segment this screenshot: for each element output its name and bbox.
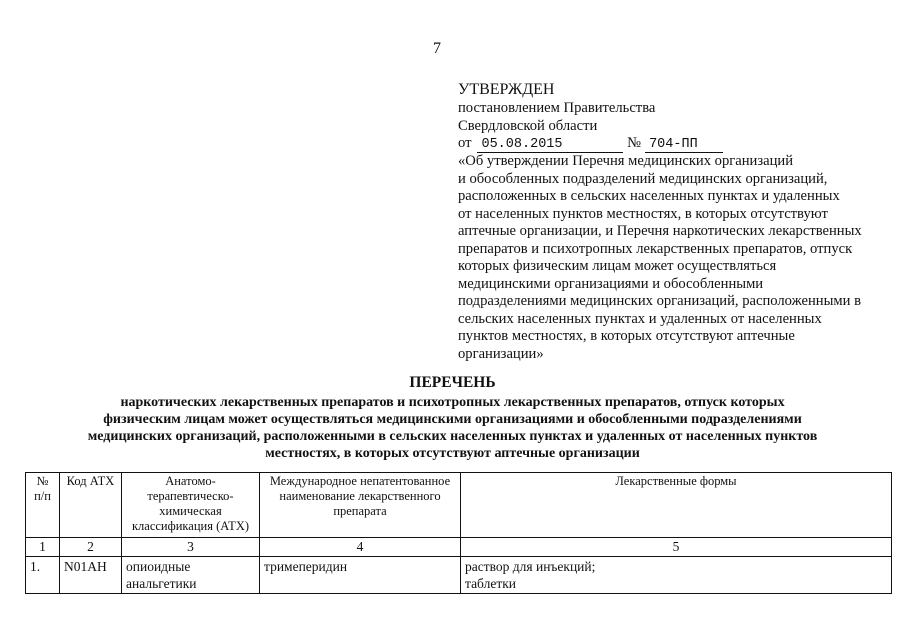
table-row: [26, 557, 892, 594]
approval-line-1: постановлением Правительства: [458, 100, 656, 116]
approval-subject-line: «Об утверждении Перечня медицинских организаций: [458, 153, 794, 169]
page-number: 7: [433, 40, 441, 57]
table-header-row: [26, 473, 892, 538]
approval-date-line: [458, 135, 888, 153]
approval-subject-line: расположенных в сельских населенных пунктах и удаленных: [458, 188, 840, 204]
column-number: 2: [60, 538, 122, 557]
column-number: 1: [26, 538, 60, 557]
subtitle-line: физическим лицам может осуществляться медицинскими организациями и обособленными подразделениями: [103, 412, 802, 427]
approval-heading: УТВЕРЖДЕН: [458, 81, 555, 98]
header-classification: Анатомо-терапевтическо-химическая классификация (АТХ): [122, 473, 260, 538]
approval-subject-line: препаратов и психотропных лекарственных препаратов, отпуск: [458, 240, 853, 257]
header-forms: Лекарственные формы: [461, 473, 892, 538]
row-code: N01AH: [60, 557, 122, 594]
approval-subject-line: сельских населенных пунктах и удаленных от населенных: [458, 310, 822, 327]
column-number-row: [26, 538, 892, 557]
approval-subject-line: которых физическим лицам может осуществляться: [458, 258, 777, 274]
approval-date: 05.08.2015: [477, 138, 623, 153]
approval-number: 704-ПП: [645, 138, 723, 153]
approval-subject-line: аптечные организации, и Перечня наркотических лекарственных: [458, 223, 862, 239]
header-no: № п/п: [26, 473, 60, 538]
number-prefix: №: [627, 135, 642, 151]
document-subtitle: [40, 394, 865, 462]
approval-subject-line: медицинскими организациями и обособленными: [458, 275, 764, 292]
approval-subject-line: и обособленных подразделений медицинских организаций,: [458, 170, 828, 187]
approval-subject: [458, 153, 888, 363]
approval-line-2: Свердловской области: [458, 117, 598, 134]
row-no: 1.: [26, 557, 60, 594]
subtitle-line: наркотических лекарственных препаратов и психотропных лекарственных препаратов, отпуск которых: [120, 395, 785, 410]
approval-subject-line: от населенных пунктов местностях, в которых отсутствуют: [458, 205, 828, 222]
date-prefix: от: [458, 135, 472, 151]
document-title: ПЕРЕЧЕНЬ: [409, 374, 496, 391]
row-classification: опиоидные анальгетики: [122, 557, 260, 594]
header-name: Международное непатентованное наименование лекарственного препарата: [260, 473, 461, 538]
header-code: Код АТХ: [60, 473, 122, 538]
column-number: 4: [260, 538, 461, 557]
subtitle-line: местностях, в которых отсутствуют аптечные организации: [265, 446, 640, 461]
column-number: 5: [461, 538, 892, 557]
approval-subject-line: пунктов местностях, в которых отсутствуют аптечные: [458, 328, 795, 344]
column-number: 3: [122, 538, 260, 557]
approval-subject-line: организации»: [458, 345, 544, 362]
row-form-item: раствор для инъекций;: [465, 559, 596, 574]
drug-list-table: [25, 472, 892, 594]
approval-block: [458, 80, 888, 363]
row-name: тримеперидин: [260, 557, 461, 594]
row-form-item: таблетки: [465, 576, 517, 591]
subtitle-line: медицинских организаций, расположенными в сельских населенных пунктах и удаленных от населенных пунктов: [87, 429, 818, 444]
row-forms: [461, 557, 892, 594]
approval-subject-line: подразделениями медицинских организаций, расположенными в: [458, 293, 861, 309]
